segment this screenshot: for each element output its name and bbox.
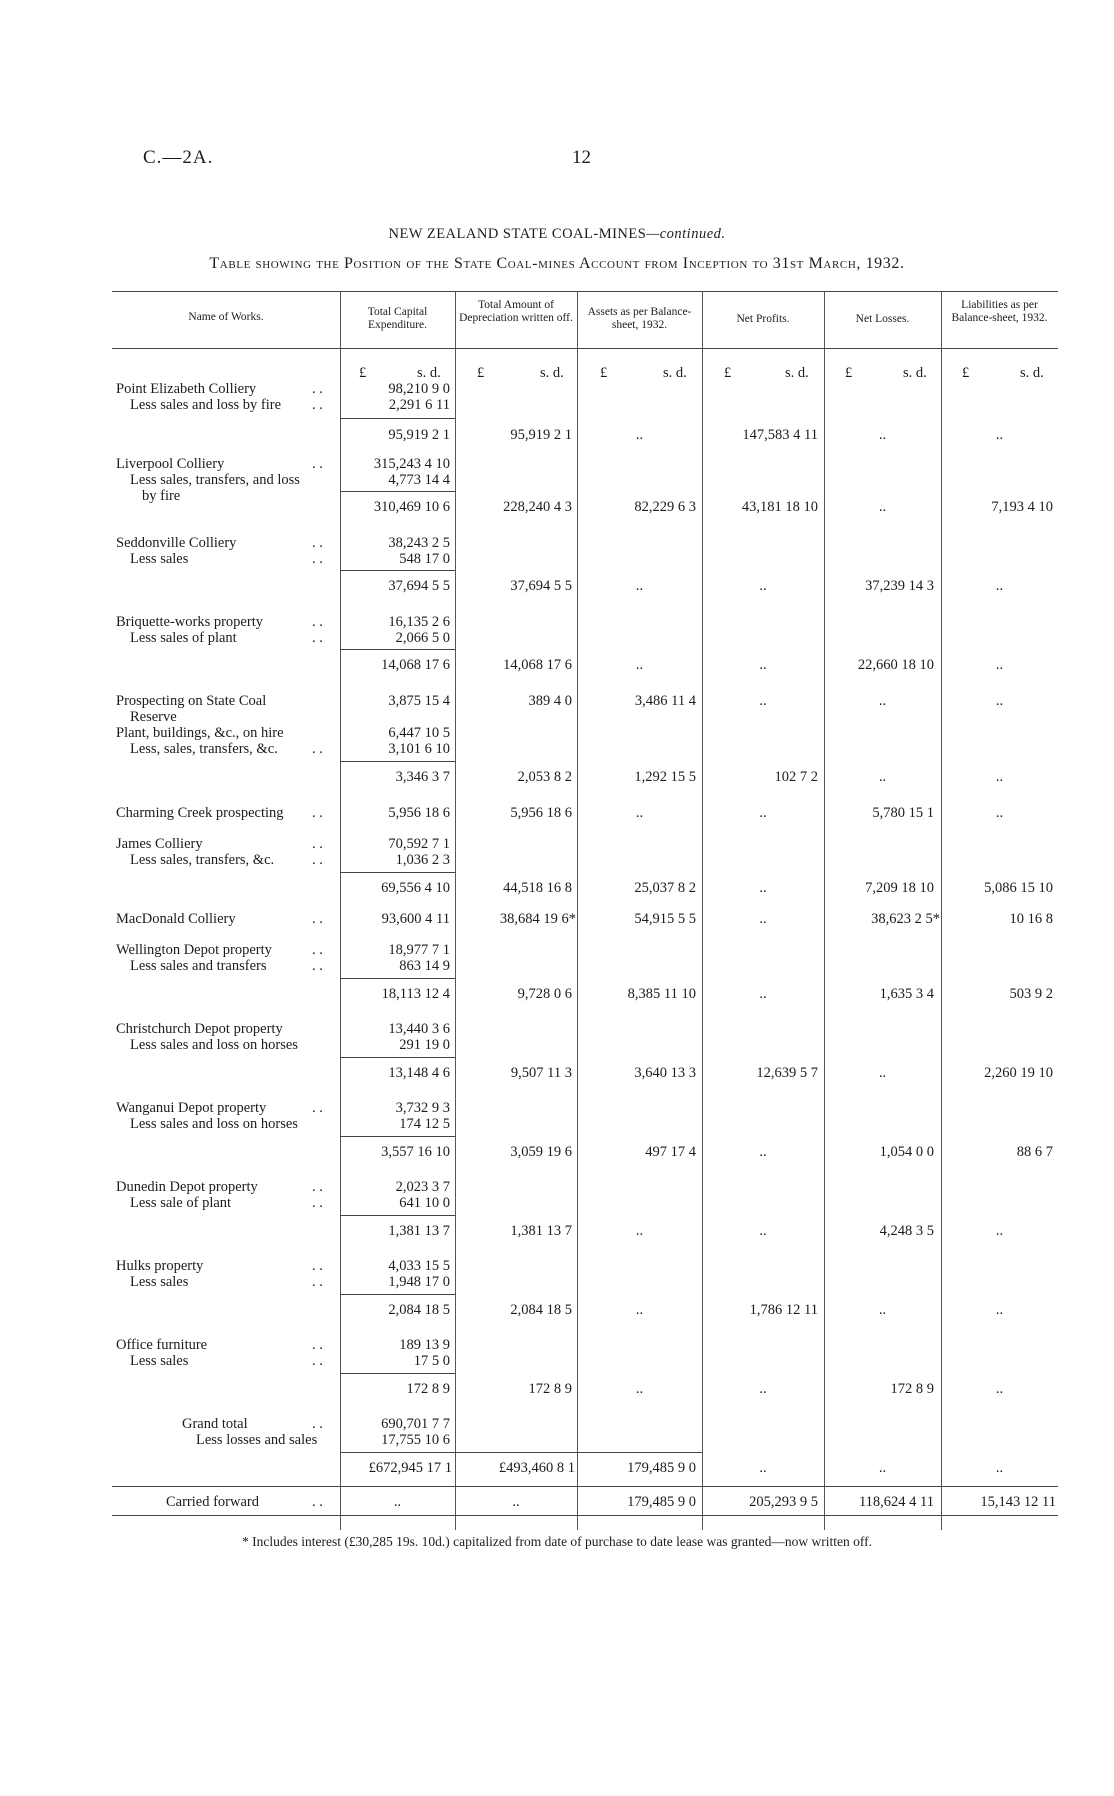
dot-leader: . . [312,741,323,757]
profits-value: .. [759,693,767,709]
subtotal-rule [340,978,455,979]
accounts-table [112,291,1058,1530]
col-header-losses: Net Losses. [855,313,910,325]
capital-total: 172 8 9 [406,1381,450,1397]
capital-value: 1,036 2 3 [395,852,450,868]
unit-pound: £ [477,365,485,381]
capital-value: 863 14 9 [399,958,450,974]
col-header-capital: Total Capital Expenditure. [367,306,428,331]
profits-value: .. [759,911,767,927]
subtotal-rule [340,872,455,873]
subtotal-rule [340,570,455,571]
capital-value: 291 19 0 [399,1037,450,1053]
carried-forward-label: Carried forward [166,1494,259,1510]
row-name: Less sales of plant [130,630,237,646]
profits-value: .. [759,1381,767,1397]
col-divider [455,291,456,1530]
capital-value: 4,033 15 5 [388,1258,450,1274]
liabilities-value: 503 9 2 [1009,986,1053,1002]
row-name: Charming Creek prospecting [116,805,284,821]
liabilities-value: .. [995,578,1004,594]
table-bottom-rule [112,1515,1058,1516]
assets-total: 179,485 9 0 [627,1460,696,1476]
row-name: Less sales [130,1353,189,1369]
depreciation-value: 2,084 18 5 [510,1302,572,1318]
row-name: Less sales, transfers, &c. [130,852,275,868]
profits-value: .. [759,805,767,821]
losses-value: .. [878,499,887,515]
liabilities-value: 88 6 7 [1016,1144,1053,1160]
col-header-name: Name of Works. [188,311,264,323]
dot-leader: . . [312,1494,323,1510]
dot-leader: . . [312,1274,323,1290]
capital-value: 3,875 15 4 [388,693,450,709]
capital-value: 16,135 2 6 [388,614,450,630]
dot-leader: . . [312,551,323,567]
title-main: NEW ZEALAND STATE COAL-MINES [388,226,647,242]
col-header-assets: Assets as per Balance-sheet, 1932. [587,306,692,331]
capital-total: 37,694 5 5 [388,578,450,594]
dot-leader: . . [312,381,323,397]
losses-value: 7,209 18 10 [865,880,934,896]
depreciation-value: 9,507 11 3 [510,1065,572,1081]
dot-leader: . . [312,1416,323,1432]
assets-value: 25,037 8 2 [634,880,696,896]
profits-value: 102 7 2 [774,769,818,785]
dot-leader: . . [312,942,323,958]
depreciation-total: £493,460 8 1 [498,1460,575,1476]
capital-value: 2,291 6 11 [388,397,450,413]
dot-leader: . . [312,1100,323,1116]
assets-value: .. [635,657,644,673]
losses-value: .. [878,1460,887,1476]
col-header-profits: Net Profits. [736,313,790,325]
losses-value: 1,054 0 0 [879,1144,934,1160]
unit-sd: s. d. [1020,365,1044,381]
capital-value: 18,977 7 1 [388,942,450,958]
profits-value: .. [759,578,767,594]
capital-total: 69,556 4 10 [381,880,450,896]
dot-leader: . . [312,852,323,868]
liabilities-value: .. [995,1460,1004,1476]
capital-value: 6,447 10 5 [388,725,450,741]
liabilities-value: 2,260 19 10 [984,1065,1053,1081]
capital-value: 3,101 6 10 [388,741,450,757]
unit-sd: s. d. [903,365,927,381]
capital-value: 548 17 0 [399,551,450,567]
capital-total: £672,945 17 1 [368,1460,452,1476]
profits-value: 1,786 12 11 [749,1302,818,1318]
depreciation-value: 37,694 5 5 [510,578,572,594]
row-name: Reserve [130,709,177,725]
subtotal-rule [340,1136,455,1137]
liabilities-value: .. [995,769,1004,785]
capital-value: 1,948 17 0 [388,1274,450,1290]
liabilities-value: 7,193 4 10 [991,499,1053,515]
row-name: Liverpool Colliery [116,456,225,472]
capital-total: 3,557 16 10 [381,1144,450,1160]
depreciation-value: .. [512,1494,520,1510]
profits-value: .. [759,657,767,673]
dot-leader: . . [312,911,323,927]
capital-value: 189 13 9 [399,1337,450,1353]
row-name: Less sales [130,551,189,567]
col-divider [340,291,341,1530]
row-name: Point Elizabeth Colliery [116,381,257,397]
header-bottom-rule [112,348,1058,349]
profits-value: .. [759,986,767,1002]
row-name: Seddonville Colliery [116,535,237,551]
assets-value: 3,640 13 3 [634,1065,696,1081]
unit-sd: s. d. [785,365,809,381]
depreciation-value: 228,240 4 3 [503,499,572,515]
assets-value: 54,915 5 5 [634,911,696,927]
unit-pound: £ [962,365,970,381]
col-header-depreciation: Total Amount of Depreciation written off. [459,299,573,324]
dot-leader: . . [312,958,323,974]
subtotal-rule [340,649,455,650]
losses-value: .. [878,693,887,709]
total-rule [340,1452,702,1453]
depreciation-value: 2,053 8 2 [517,769,572,785]
unit-sd: s. d. [417,365,441,381]
liabilities-value: .. [995,1381,1004,1397]
less-losses-label: Less losses and sales [196,1432,318,1448]
capital-value: 3,732 9 3 [395,1100,450,1116]
assets-value: .. [635,1381,644,1397]
page-number: 12 [572,147,591,168]
liabilities-value: .. [995,1302,1004,1318]
unit-sd: s. d. [663,365,687,381]
subtotal-rule [340,1057,455,1058]
dot-leader: . . [312,397,323,413]
liabilities-value: .. [995,427,1004,443]
row-name: Hulks property [116,1258,204,1274]
losses-value: .. [878,1065,887,1081]
row-name: Plant, buildings, &c., on hire [116,725,284,741]
capital-value: 98,210 9 0 [388,381,450,397]
losses-value: 4,248 3 5 [879,1223,934,1239]
losses-value: .. [878,769,887,785]
unit-pound: £ [845,365,853,381]
capital-value: .. [393,1494,402,1510]
profits-value: .. [759,1144,767,1160]
capital-value: 13,440 3 6 [388,1021,450,1037]
assets-value: .. [635,805,644,821]
assets-value: .. [635,1223,644,1239]
dot-leader: . . [312,836,323,852]
capital-total: 3,346 3 7 [395,769,450,785]
unit-pound: £ [359,365,367,381]
capital-total: 310,469 10 6 [373,499,450,515]
capital-total: 2,084 18 5 [388,1302,450,1318]
dot-leader: . . [312,1195,323,1211]
row-name: Office furniture [116,1337,208,1353]
row-name: Briquette-works property [116,614,263,630]
row-name: Less sales and transfers [130,958,267,974]
assets-value: 82,229 6 3 [634,499,696,515]
capital-value: 17 5 0 [413,1353,450,1369]
liabilities-value: 10 16 8 [1009,911,1053,927]
grand-total-label: Grand total [182,1416,248,1432]
liabilities-value: .. [995,805,1004,821]
capital-value: 93,600 4 11 [381,911,450,927]
assets-value: .. [635,1302,644,1318]
col-divider [577,291,578,1530]
depreciation-value: 38,684 19 6* [499,911,576,927]
losses-forward: 118,624 4 11 [858,1494,934,1510]
capital-total: 13,148 4 6 [388,1065,450,1081]
depreciation-value: 5,956 18 6 [510,805,572,821]
row-name: Less, sales, transfers, &c. [130,741,278,757]
profits-value: 147,583 4 11 [742,427,818,443]
row-name: Less sales and loss on horses [130,1037,298,1053]
depreciation-value: 44,518 16 8 [503,880,572,896]
subtotal-rule [340,1294,455,1295]
profits-value: .. [759,880,767,896]
capital-value: 70,592 7 1 [388,836,450,852]
dot-leader: . . [312,614,323,630]
dot-leader: . . [312,805,323,821]
assets-forward: 179,485 9 0 [627,1494,696,1510]
losses-value: 1,635 3 4 [879,986,934,1002]
profits-value: 43,181 18 10 [741,499,818,515]
dot-leader: . . [312,1337,323,1353]
profits-value: .. [759,1460,767,1476]
losses-value: 37,239 14 3 [865,578,934,594]
unit-pound: £ [724,365,732,381]
row-name: Less sale of plant [130,1195,232,1211]
depreciation-value: 9,728 0 6 [517,986,572,1002]
row-name: Wanganui Depot property [116,1100,267,1116]
liabilities-value: .. [995,1223,1004,1239]
row-name: Less sales [130,1274,189,1290]
depreciation-value: 172 8 9 [528,1381,572,1397]
page-title [0,226,1114,243]
capital-value: 4,773 14 4 [388,472,450,488]
row-name: Less sales, transfers, and loss [130,472,300,488]
header-ref: C.—2A. [143,147,214,168]
profits-value: .. [759,1223,767,1239]
assets-value: .. [635,578,644,594]
depreciation-value: 389 4 0 [528,693,572,709]
row-name: Christchurch Depot property [116,1021,283,1037]
liabilities-value: .. [995,693,1004,709]
carried-forward-rule [112,1486,1058,1487]
capital-total: 95,919 2 1 [388,427,450,443]
subtotal-rule [340,491,455,492]
dot-leader: . . [312,535,323,551]
losses-value: .. [878,427,887,443]
table-top-rule [112,291,1058,292]
profits-forward: 205,293 9 5 [749,1494,818,1510]
losses-value: 5,780 15 1 [872,805,934,821]
capital-value: 2,023 3 7 [395,1179,450,1195]
title-continued: —continued. [646,226,726,242]
depreciation-value: 14,068 17 6 [503,657,572,673]
capital-value: 5,956 18 6 [388,805,450,821]
liabilities-value: 5,086 15 10 [984,880,1053,896]
liabilities-value: .. [995,657,1004,673]
unit-sd: s. d. [540,365,564,381]
losses-value: 172 8 9 [890,1381,934,1397]
row-name: by fire [142,488,181,504]
capital-total: 1,381 13 7 [388,1223,450,1239]
capital-value: 641 10 0 [399,1195,450,1211]
row-name: James Colliery [116,836,203,852]
capital-total: 18,113 12 4 [381,986,450,1002]
table-caption: Table showing the Position of the State Coal-mines Account from Inception to 31st March, 1932. [209,255,905,272]
subtotal-rule [340,1373,455,1374]
losses-value: 38,623 2 5* [871,911,940,927]
row-name: Wellington Depot property [116,942,272,958]
assets-value: 1,292 15 5 [634,769,696,785]
depreciation-value: 3,059 19 6 [510,1144,572,1160]
col-divider [824,291,825,1530]
depreciation-value: 95,919 2 1 [510,427,572,443]
row-name: Prospecting on State Coal [116,693,267,709]
assets-value: .. [635,427,644,443]
row-name: Dunedin Depot property [116,1179,258,1195]
col-divider [941,291,942,1530]
assets-value: 3,486 11 4 [634,693,696,709]
row-name: MacDonald Colliery [116,911,236,927]
assets-value: 497 17 4 [645,1144,696,1160]
liabilities-forward: 15,143 12 11 [980,1494,1056,1510]
col-header-liabilities: Liabilities as per Balance-sheet, 1932. [951,299,1048,324]
losses-value: 22,660 18 10 [857,657,934,673]
dot-leader: . . [312,630,323,646]
row-name: Less sales and loss by fire [130,397,282,413]
footnote: * Includes interest (£30,285 19s. 10d.) capitalized from date of purchase to date lease was granted—now written off. [242,1534,872,1549]
depreciation-value: 1,381 13 7 [510,1223,572,1239]
subtotal-rule [340,1215,455,1216]
capital-value: 690,701 7 7 [381,1416,450,1432]
profits-value: 12,639 5 7 [756,1065,818,1081]
dot-leader: . . [312,456,323,472]
capital-total: 14,068 17 6 [381,657,450,673]
capital-value: 38,243 2 5 [388,535,450,551]
dot-leader: . . [312,1258,323,1274]
row-name: Less sales and loss on horses [130,1116,298,1132]
dot-leader: . . [312,1353,323,1369]
unit-pound: £ [600,365,608,381]
assets-value: 8,385 11 10 [627,986,696,1002]
losses-value: .. [878,1302,887,1318]
dot-leader: . . [312,1179,323,1195]
subtotal-rule [340,418,455,419]
capital-value: 315,243 4 10 [373,456,450,472]
capital-value: 17,755 10 6 [381,1432,450,1448]
capital-value: 2,066 5 0 [395,630,450,646]
subtotal-rule [340,761,455,762]
capital-value: 174 12 5 [399,1116,450,1132]
